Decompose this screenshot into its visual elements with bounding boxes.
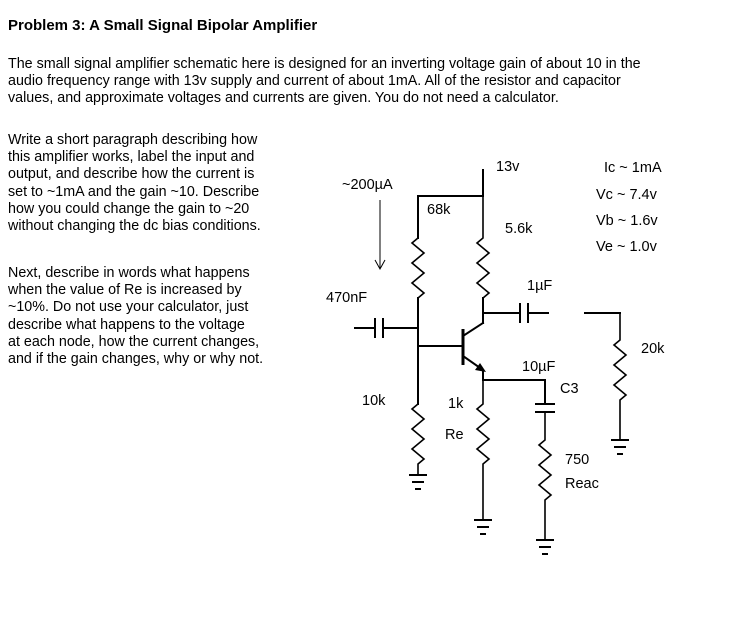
intro-line: audio frequency range with 13v supply and current of about 1mA. All of the resistor and capacitor (8, 73, 621, 89)
re-name-label: Re (445, 427, 464, 443)
c3-name-label: C3 (560, 381, 579, 397)
intro-line: values, and approximate voltages and currents are given. You do not need a calculator. (8, 90, 559, 106)
paragraph-line: describe what happens to the voltage (8, 316, 245, 333)
supply-label: 13v (496, 159, 520, 175)
resistor-20k (614, 313, 626, 440)
paragraph-line: Write a short paragraph describing how (8, 132, 258, 148)
r5-6k-label: 5.6k (505, 221, 533, 237)
paragraph-line: output, and describe how the current is (8, 166, 255, 183)
paragraph-line: without changing the dc bias conditions. (8, 218, 261, 235)
c470nf-label: 470nF (326, 290, 368, 306)
paragraph-line: this amplifier works, label the input and (8, 149, 255, 166)
reac-value-label: 750 (565, 452, 590, 468)
resistor-10k (412, 404, 424, 475)
vc-label: Vc ~ 7.4v (596, 187, 657, 203)
resistor-re (477, 380, 489, 520)
resistor-reac (539, 412, 551, 540)
paragraph-line: when the value of Re is increased by (8, 282, 242, 299)
reac-name-label: Reac (565, 476, 599, 492)
resistor-68k (412, 238, 424, 298)
problem-title: Problem 3: A Small Signal Bipolar Amplifier (8, 17, 318, 34)
bias-current-label: ~200µA (342, 177, 393, 193)
paragraph-line: at each node, how the current changes, (8, 333, 260, 350)
intro-line: The small signal amplifier schematic here is designed for an inverting voltage gain of about 10 in the (8, 56, 641, 72)
r68k-label: 68k (427, 202, 451, 218)
paragraph-line: Next, describe in words what happens (8, 265, 250, 281)
r20k-label: 20k (641, 341, 665, 357)
transistor-collector-leg (463, 323, 483, 336)
paragraph-line: set to ~1mA and the gain ~10. Describe (8, 183, 260, 200)
r10k-label: 10k (362, 393, 386, 409)
c3-value-label: 10µF (522, 359, 556, 375)
resistor-5-6k (477, 196, 489, 298)
paragraph-line: ~10%. Do not use your calculator, just (8, 299, 249, 316)
ic-label: Ic ~ 1mA (604, 160, 662, 176)
c1uf-label: 1µF (527, 278, 553, 294)
ve-label: Ve ~ 1.0v (596, 239, 657, 255)
re-value-label: 1k (448, 396, 464, 412)
paragraph-line: and if the gain changes, why or why not. (8, 351, 264, 368)
vb-label: Vb ~ 1.6v (596, 213, 658, 229)
paragraph-line: how you could change the gain to ~20 (8, 200, 250, 217)
